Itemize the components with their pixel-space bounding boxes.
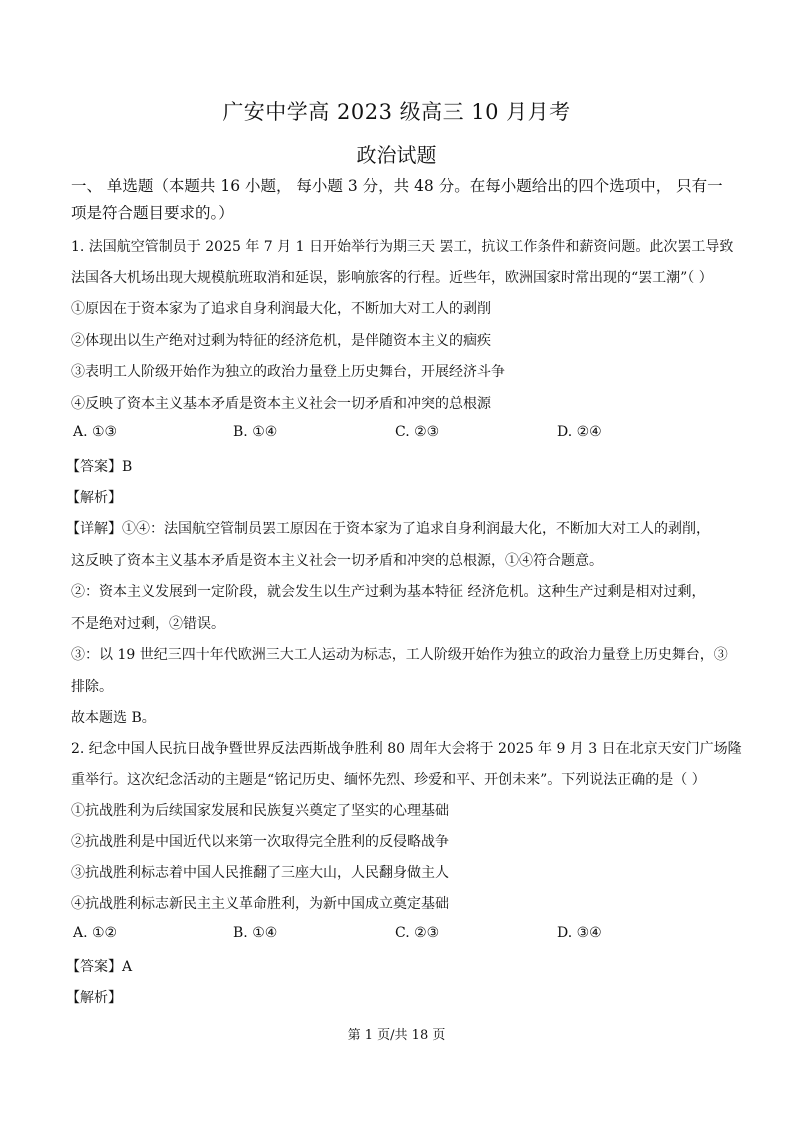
q1-answer: 【答案】B <box>66 459 133 475</box>
q2-statement-2: ②抗战胜利是中国近代以来第一次取得完全胜利的反侵略战争 <box>71 834 449 850</box>
page-subtitle: 政治试题 <box>356 143 437 167</box>
q2-statement-3: ③抗战胜利标志着中国人民推翻了三座大山，人民翻身做主人 <box>71 865 449 881</box>
q2-option-c: C. ②③ <box>395 925 440 941</box>
q1-option-b: B. ①④ <box>233 424 278 440</box>
q1-stem-line-1: 1. 法国航空管制员于 2025 年 7 月 1 日开始举行为期三天 罢工，抗议工作条件和薪资问题。此次罢工导致 <box>71 239 734 255</box>
q2-option-a: A. ①② <box>73 925 118 941</box>
q2-option-d: D. ③④ <box>557 925 602 941</box>
q1-detail-line-5: ③：以 19 世纪三四十年代欧洲三大工人运动为标志，工人阶级开始作为独立的政治力量登上历史舞台，③ <box>71 647 728 663</box>
q2-statement-4: ④抗战胜利标志新民主主义革命胜利，为新中国成立奠定基础 <box>71 896 449 912</box>
q1-option-a: A. ①③ <box>73 424 118 440</box>
q2-answer: 【答案】A <box>66 959 133 975</box>
q1-detail-line-6: 排除。 <box>71 679 113 695</box>
page-footer: 第 1 页/共 18 页 <box>347 1028 446 1043</box>
q1-detail-line-4: 不是绝对过剩，②错误。 <box>71 616 225 632</box>
q1-statement-2: ②体现出以生产绝对过剩为特征的经济危机，是伴随资本主义的痼疾 <box>71 333 491 349</box>
page-title: 广安中学高 2023 级高三 10 月月考 <box>222 100 571 124</box>
q1-option-c: C. ②③ <box>395 424 440 440</box>
q1-statement-1: ①原因在于资本家为了追求自身利润最大化，不断加大对工人的剥削 <box>71 301 491 317</box>
section-intro-line-1: 一、 单选题（本题共 16 小题， 每小题 3 分，共 48 分。在每小题给出的四个选项中， 只有一 <box>71 177 723 195</box>
q1-option-d: D. ②④ <box>557 424 602 440</box>
q2-statement-1: ①抗战胜利为后续国家发展和民族复兴奠定了坚实的心理基础 <box>71 803 449 819</box>
q1-statement-4: ④反映了资本主义基本矛盾是资本主义社会一切矛盾和冲突的总根源 <box>71 396 491 412</box>
q2-option-b: B. ①④ <box>233 925 278 941</box>
q1-detail-line-2: 这反映了资本主义基本矛盾是资本主义社会一切矛盾和冲突的总根源，①④符合题意。 <box>71 553 603 569</box>
q1-statement-3: ③表明工人阶级开始作为独立的政治力量登上历史舞台，开展经济斗争 <box>71 364 505 380</box>
q2-analysis-label: 【解析】 <box>66 990 122 1006</box>
q1-stem-line-2: 法国各大机场出现大规模航班取消和延误，影响旅客的行程。近些年，欧洲国家时常出现的“罢工潮”（ ） <box>71 270 713 286</box>
section-intro-line-2: 项是符合题目要求的。） <box>71 204 234 222</box>
q1-analysis-label: 【解析】 <box>66 490 122 506</box>
q1-detail-line-3: ②：资本主义发展到一定阶段，就会发生以生产过剩为基本特征 经济危机。这种生产过剩是相对过剩， <box>71 584 706 600</box>
q1-detail-line-1: 【详解】①④：法国航空管制员罢工原因在于资本家为了追求自身利润最大化，不断加大对工人的剥削， <box>66 521 710 537</box>
q1-conclusion: 故本题选 B。 <box>71 710 156 726</box>
q2-stem-line-2: 重举行。这次纪念活动的主题是“铭记历史、缅怀先烈、珍爱和平、开创未来”。下列说法正确的是（ ） <box>71 772 706 788</box>
q2-stem-line-1: 2. 纪念中国人民抗日战争暨世界反法西斯战争胜利 80 周年大会将于 2025 年 9 月 3 日在北京天安门广场隆 <box>71 741 742 757</box>
